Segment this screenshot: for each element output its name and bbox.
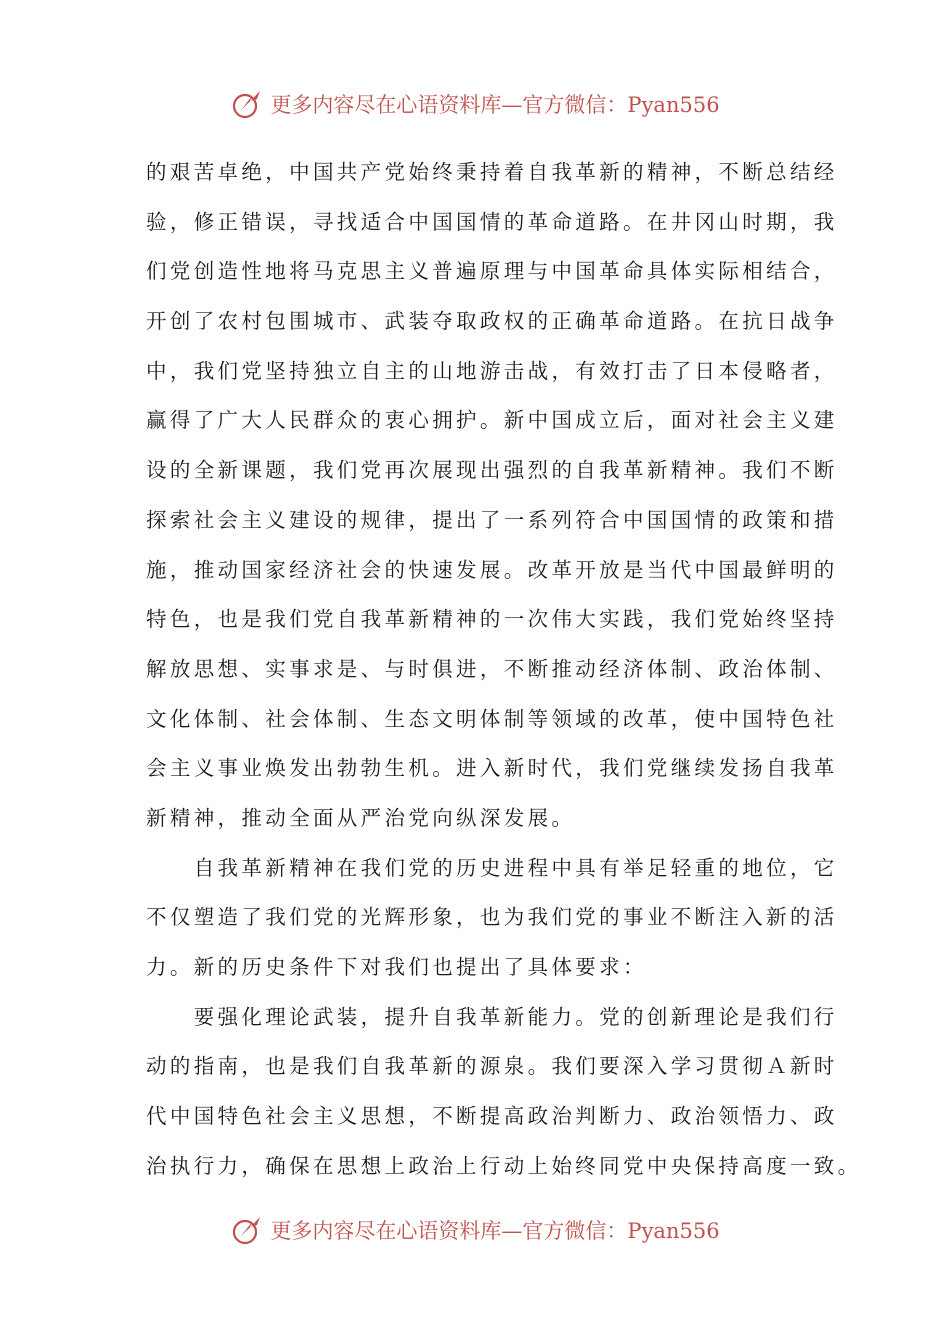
footer-banner — [0, 1208, 950, 1252]
text-line: 新精神，推动全面从严治党向纵深发展。 — [146, 805, 576, 830]
text-line: 中，我们党坚持独立自主的山地游击战，有效打击了日本侵略者， — [146, 358, 838, 383]
text-line: 文化体制、社会体制、生态文明体制等领域的改革，使中国特色社 — [146, 706, 838, 731]
header-banner — [0, 82, 950, 126]
text-line: 会主义事业焕发出勃勃生机。进入新时代，我们党继续发扬自我革 — [146, 756, 838, 781]
header-banner-text: 更多内容尽在心语资料库—官方微信：Pyan556 — [270, 93, 720, 117]
text-line: 力。新的历史条件下对我们也提出了具体要求： — [146, 955, 647, 979]
text-line: 代中国特色社会主义思想，不断提高政治判断力、政治领悟力、政 — [146, 1104, 838, 1129]
text-line: 治执行力，确保在思想上政治上行动上始终同党中央保持高度一致。 — [146, 1153, 862, 1178]
text-line: 的艰苦卓绝，中国共产党始终秉持着自我革新的精神，不断总结经 — [146, 160, 838, 184]
text-line: 特色，也是我们党自我革新精神的一次伟大实践，我们党始终坚持 — [146, 607, 838, 632]
text-line: 赢得了广大人民群众的衷心拥护。新中国成立后，面对社会主义建 — [146, 408, 838, 433]
footer-banner-text: 更多内容尽在心语资料库—官方微信：Pyan556 — [270, 1219, 720, 1243]
text-line: 们党创造性地将马克思主义普遍原理与中国革命具体实际相结合， — [146, 259, 838, 284]
text-line: 设的全新课题，我们党再次展现出强烈的自我革新精神。我们不断 — [146, 458, 838, 483]
quill-logo-icon — [230, 87, 264, 121]
text-line: 探索社会主义建设的规律，提出了一系列符合中国国情的政策和措 — [146, 507, 838, 532]
text-line: 施，推动国家经济社会的快速发展。改革开放是当代中国最鲜明的 — [146, 557, 838, 582]
paragraph-start-line: 要强化理论武装，提升自我革新能力。党的创新理论是我们行 — [146, 1004, 838, 1029]
text-line: 解放思想、实事求是、与时俱进，不断推动经济体制、政治体制、 — [146, 656, 838, 681]
text-line: 动的指南，也是我们自我革新的源泉。我们要深入学习贯彻Ａ新时 — [146, 1054, 838, 1079]
paragraph-start-line: 自我革新精神在我们党的历史进程中具有举足轻重的地位，它 — [146, 855, 838, 880]
document-body — [146, 148, 862, 1191]
text-line: 验，修正错误，寻找适合中国国情的革命道路。在井冈山时期，我 — [146, 209, 838, 234]
quill-logo-icon — [230, 1213, 264, 1247]
text-line: 不仅塑造了我们党的光辉形象，也为我们党的事业不断注入新的活 — [146, 905, 838, 930]
text-line: 开创了农村包围城市、武装夺取政权的正确革命道路。在抗日战争 — [146, 309, 838, 334]
